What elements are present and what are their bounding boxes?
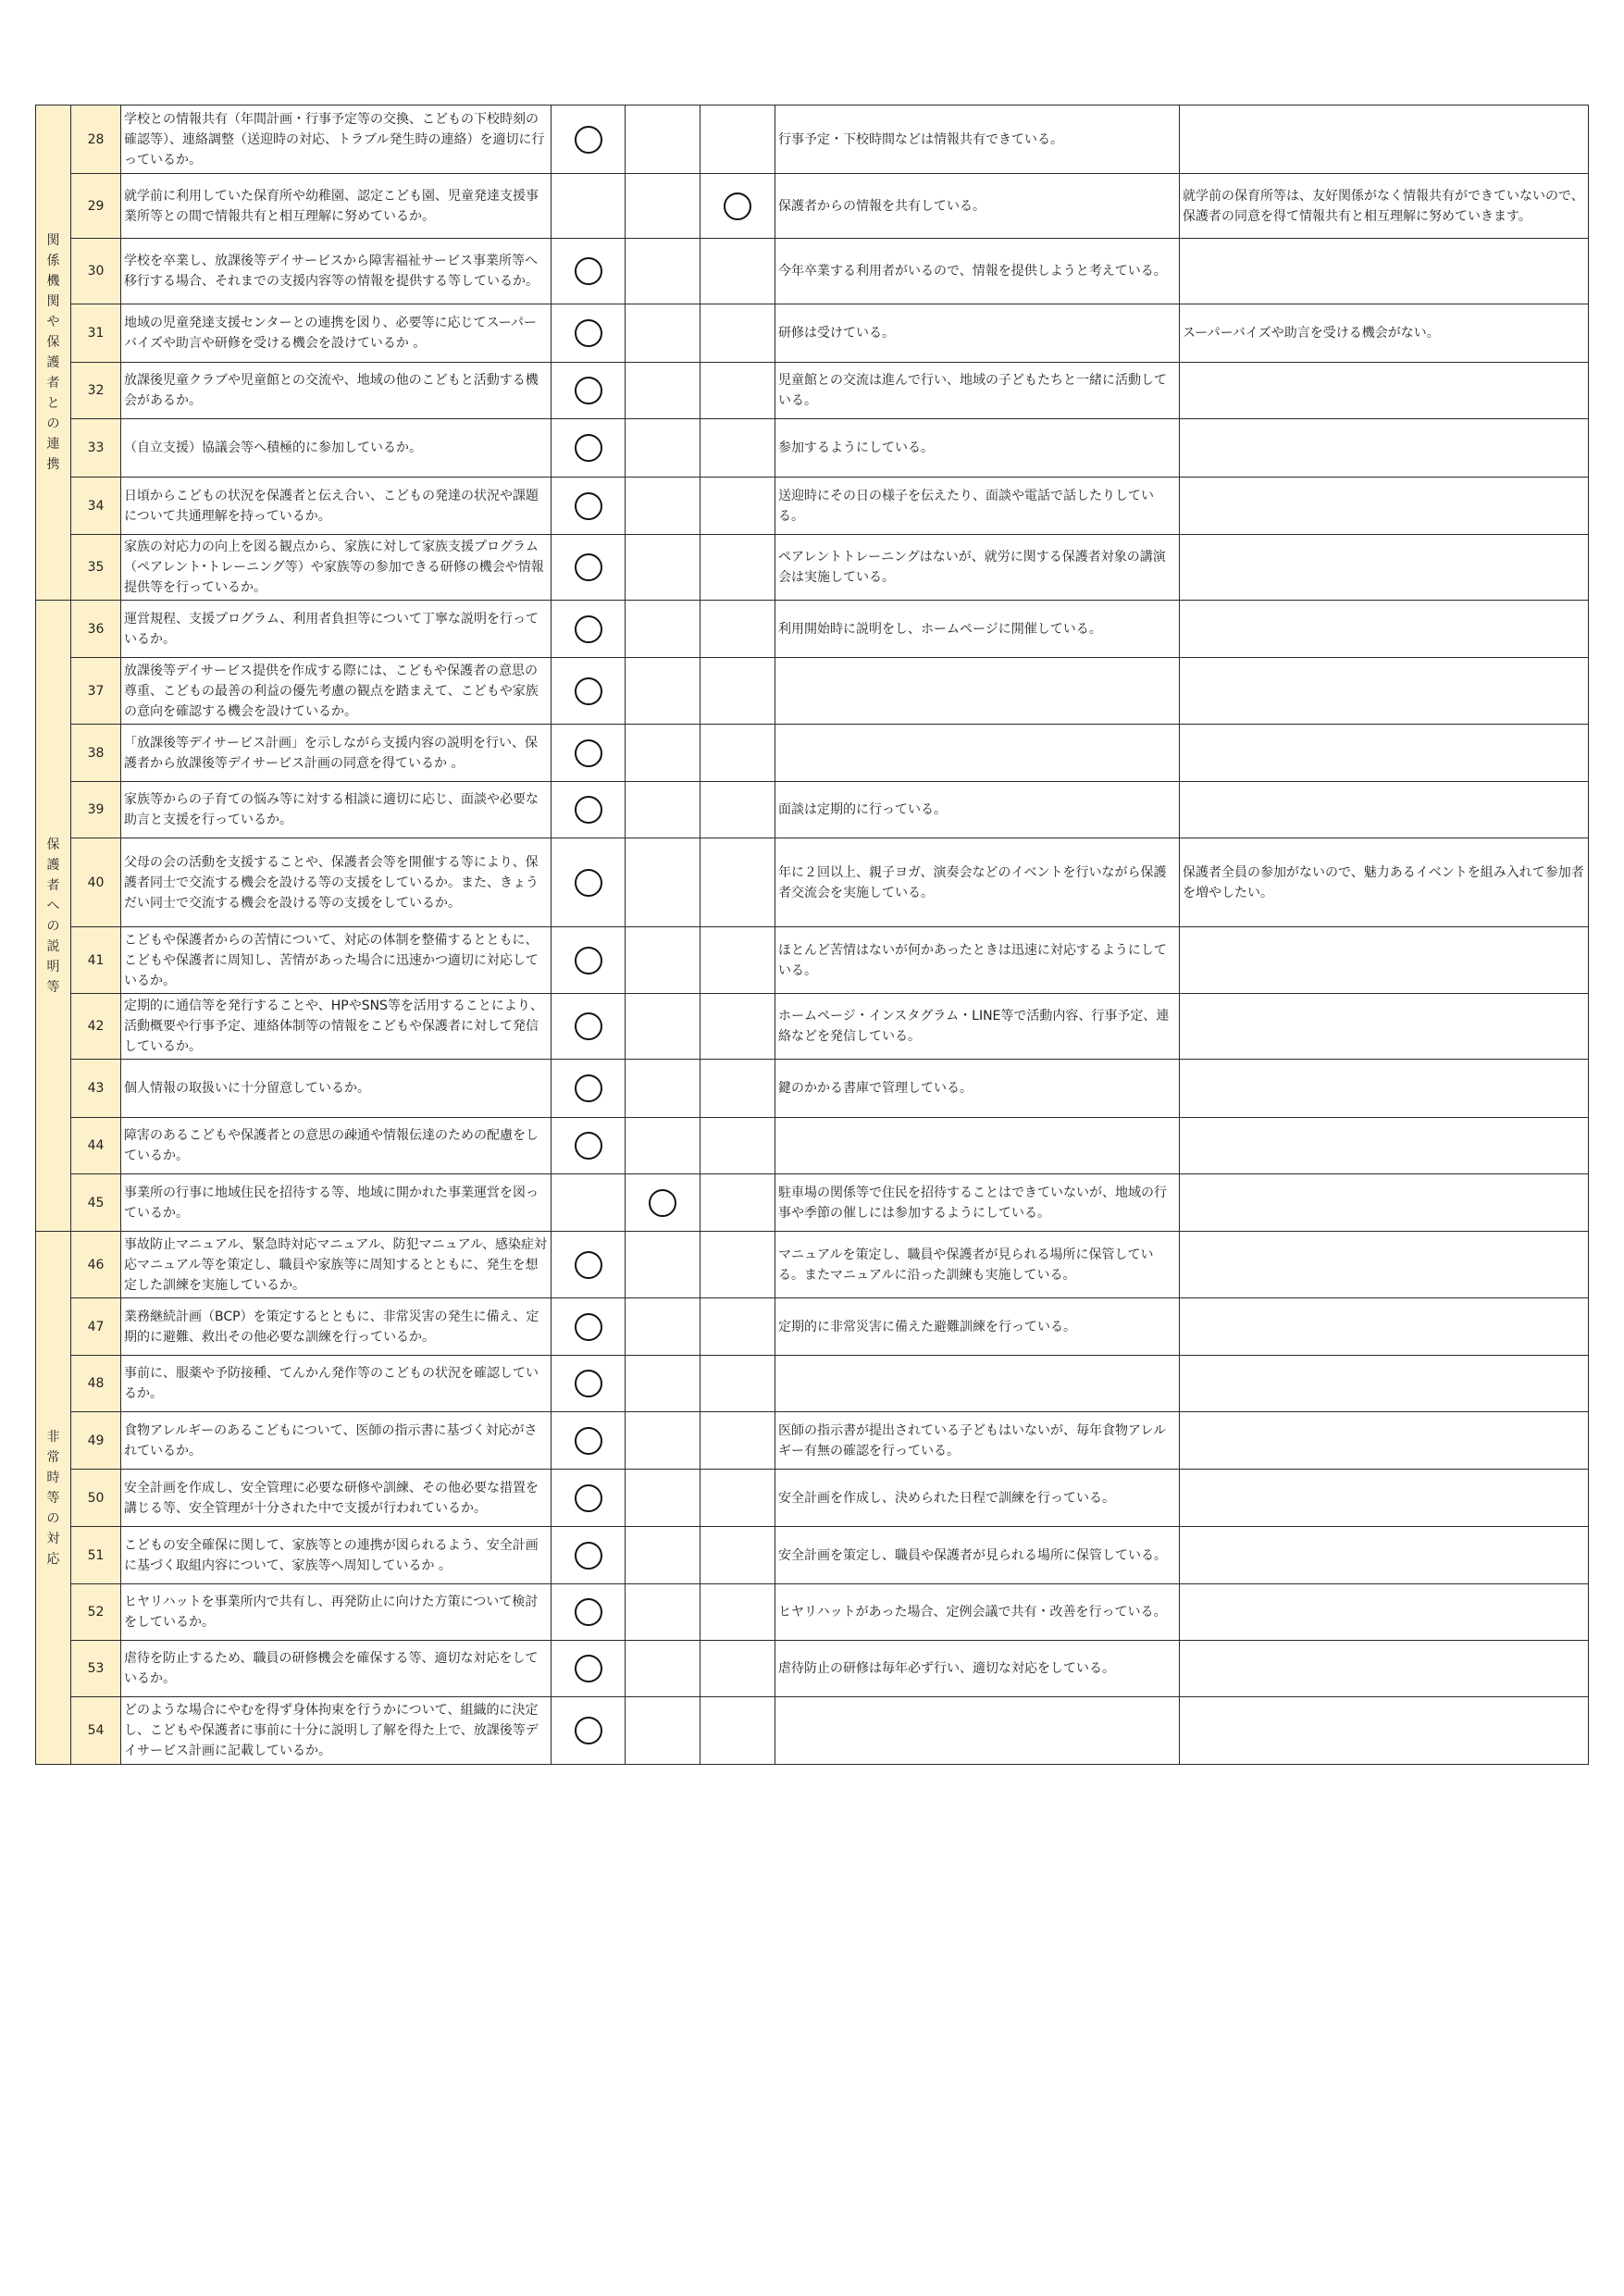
improvement-comment: [1180, 478, 1589, 535]
table-row: [36, 1470, 1589, 1527]
answer-cell-1: [552, 838, 626, 927]
table-row: [36, 1697, 1589, 1765]
question-text: 家族の対応力の向上を図る観点から、家族に対して家族支援プログラム（ペアレント･トレーニング等）や家族等の参加できる研修の機会や情報提供等を行っているか。: [121, 535, 552, 601]
table-row: [36, 478, 1589, 535]
answer-cell-1: [552, 725, 626, 782]
item-number: 47: [71, 1298, 121, 1356]
item-number: 34: [71, 478, 121, 535]
answer-cell-3: [700, 304, 775, 363]
item-number: 41: [71, 927, 121, 994]
table-row: [36, 1060, 1589, 1118]
circle-mark-icon: [575, 796, 602, 824]
answer-cell-1: [552, 601, 626, 658]
table-row: [36, 535, 1589, 601]
circle-mark-icon: [575, 434, 602, 462]
answer-cell-2: [626, 304, 700, 363]
question-text: どのような場合にやむを得ず身体拘束を行うかについて、組織的に決定し、こどもや保護者に事前に十分に説明し了解を得た上で、放課後等デイサービス計画に記載しているか。: [121, 1697, 552, 1765]
answer-cell-1: [552, 1174, 626, 1232]
improvement-comment: [1180, 419, 1589, 478]
answer-cell-2: [626, 601, 700, 658]
circle-mark-icon: [575, 739, 602, 767]
question-text: 運営規程、支援プログラム、利用者負担等について丁寧な説明を行っているか。: [121, 601, 552, 658]
table-row: [36, 725, 1589, 782]
answer-cell-1: [552, 105, 626, 174]
question-text: 地域の児童発達支援センターとの連携を図り、必要等に応じてスーパーバイズや助言や研修を受ける機会を設けているか 。: [121, 304, 552, 363]
status-comment: [775, 1118, 1180, 1174]
circle-mark-icon: [575, 553, 602, 581]
improvement-comment: [1180, 105, 1589, 174]
item-number: 38: [71, 725, 121, 782]
circle-mark-icon: [575, 126, 602, 154]
circle-mark-icon: [575, 257, 602, 285]
circle-mark-icon: [575, 869, 602, 897]
answer-cell-1: [552, 1697, 626, 1765]
answer-cell-3: [700, 535, 775, 601]
status-comment: 研修は受けている。: [775, 304, 1180, 363]
answer-cell-1: [552, 1584, 626, 1641]
status-comment: 参加するようにしている。: [775, 419, 1180, 478]
improvement-comment: [1180, 1527, 1589, 1584]
table-row: [36, 105, 1589, 174]
improvement-comment: [1180, 782, 1589, 838]
answer-cell-2: [626, 1527, 700, 1584]
answer-cell-2: [626, 1174, 700, 1232]
question-text: 個人情報の取扱いに十分留意しているか。: [121, 1060, 552, 1118]
improvement-comment: 就学前の保育所等は、友好関係がなく情報共有ができていないので、保護者の同意を得て情報共有と相互理解に努めていきます。: [1180, 174, 1589, 239]
answer-cell-1: [552, 1356, 626, 1412]
item-number: 45: [71, 1174, 121, 1232]
question-text: 事故防止マニュアル、緊急時対応マニュアル、防犯マニュアル、感染症対応マニュアル等を策定し、職員や家族等に周知するとともに、発生を想定した訓練を実施しているか。: [121, 1232, 552, 1298]
status-comment: [775, 1356, 1180, 1412]
answer-cell-1: [552, 304, 626, 363]
answer-cell-1: [552, 1412, 626, 1470]
answer-cell-2: [626, 1697, 700, 1765]
answer-cell-1: [552, 994, 626, 1060]
improvement-comment: [1180, 239, 1589, 304]
status-comment: 虐待防止の研修は毎年必ず行い、適切な対応をしている。: [775, 1641, 1180, 1697]
answer-cell-3: [700, 1412, 775, 1470]
improvement-comment: [1180, 1356, 1589, 1412]
answer-cell-3: [700, 105, 775, 174]
item-number: 46: [71, 1232, 121, 1298]
status-comment: ほとんど苦情はないが何かあったときは迅速に対応するようにしている。: [775, 927, 1180, 994]
table-row: [36, 1232, 1589, 1298]
improvement-comment: [1180, 1174, 1589, 1232]
evaluation-table: [35, 105, 1589, 1765]
circle-mark-icon: [575, 492, 602, 520]
circle-mark-icon: [575, 947, 602, 974]
item-number: 43: [71, 1060, 121, 1118]
answer-cell-3: [700, 1641, 775, 1697]
question-text: 定期的に通信等を発行することや、HPやSNS等を活用することにより、活動概要や行事予定、連絡体制等の情報をこどもや保護者に対して発信しているか。: [121, 994, 552, 1060]
item-number: 44: [71, 1118, 121, 1174]
question-text: 食物アレルギーのあるこどもについて、医師の指示書に基づく対応がされているか。: [121, 1412, 552, 1470]
answer-cell-3: [700, 1232, 775, 1298]
table-row: [36, 601, 1589, 658]
answer-cell-1: [552, 419, 626, 478]
answer-cell-2: [626, 658, 700, 725]
status-comment: 定期的に非常災害に備えた避難訓練を行っている。: [775, 1298, 1180, 1356]
question-text: （自立支援）協議会等へ積極的に参加しているか。: [121, 419, 552, 478]
circle-mark-icon: [724, 192, 751, 220]
status-comment: [775, 1697, 1180, 1765]
item-number: 35: [71, 535, 121, 601]
status-comment: 年に２回以上、親子ヨガ、演奏会などのイベントを行いながら保護者交流会を実施している。: [775, 838, 1180, 927]
improvement-comment: [1180, 601, 1589, 658]
answer-cell-1: [552, 363, 626, 419]
answer-cell-2: [626, 1298, 700, 1356]
improvement-comment: [1180, 1584, 1589, 1641]
answer-cell-3: [700, 1060, 775, 1118]
item-number: 29: [71, 174, 121, 239]
table-row: [36, 1527, 1589, 1584]
table-row: [36, 419, 1589, 478]
improvement-comment: [1180, 535, 1589, 601]
circle-mark-icon: [575, 1484, 602, 1512]
answer-cell-3: [700, 1174, 775, 1232]
circle-mark-icon: [575, 1370, 602, 1397]
question-text: 安全計画を作成し、安全管理に必要な研修や訓練、その他必要な措置を講じる等、安全管理が十分された中で支援が行われているか。: [121, 1470, 552, 1527]
circle-mark-icon: [575, 1598, 602, 1626]
answer-cell-1: [552, 239, 626, 304]
status-comment: 保護者からの情報を共有している。: [775, 174, 1180, 239]
table-row: [36, 1118, 1589, 1174]
status-comment: 安全計画を策定し、職員や保護者が見られる場所に保管している。: [775, 1527, 1180, 1584]
table-row: [36, 1641, 1589, 1697]
category-label: 非 常 時 等 の 対 応: [36, 1232, 71, 1765]
item-number: 39: [71, 782, 121, 838]
table-row: [36, 994, 1589, 1060]
question-text: 家族等からの子育ての悩み等に対する相談に適切に応じ、面談や必要な助言と支援を行っているか。: [121, 782, 552, 838]
status-comment: 面談は定期的に行っている。: [775, 782, 1180, 838]
item-number: 30: [71, 239, 121, 304]
answer-cell-2: [626, 363, 700, 419]
question-text: 業務継続計画（BCP）を策定するとともに、非常災害の発生に備え、定期的に避難、救出その他必要な訓練を行っているか。: [121, 1298, 552, 1356]
improvement-comment: [1180, 1641, 1589, 1697]
answer-cell-3: [700, 1298, 775, 1356]
item-number: 51: [71, 1527, 121, 1584]
improvement-comment: [1180, 658, 1589, 725]
answer-cell-1: [552, 1470, 626, 1527]
table-row: [36, 782, 1589, 838]
answer-cell-2: [626, 419, 700, 478]
answer-cell-3: [700, 725, 775, 782]
item-number: 50: [71, 1470, 121, 1527]
answer-cell-2: [626, 105, 700, 174]
status-comment: [775, 725, 1180, 782]
answer-cell-1: [552, 658, 626, 725]
answer-cell-3: [700, 601, 775, 658]
category-label: 関 係 機 関 や 保 護 者 と の 連 携: [36, 105, 71, 601]
answer-cell-1: [552, 1527, 626, 1584]
status-comment: 児童館との交流は進んで行い、地域の子どもたちと一緒に活動している。: [775, 363, 1180, 419]
answer-cell-1: [552, 927, 626, 994]
question-text: 障害のあるこどもや保護者との意思の疎通や情報伝達のための配慮をしているか。: [121, 1118, 552, 1174]
answer-cell-2: [626, 1232, 700, 1298]
item-number: 33: [71, 419, 121, 478]
answer-cell-1: [552, 1641, 626, 1697]
table-row: [36, 363, 1589, 419]
answer-cell-2: [626, 535, 700, 601]
answer-cell-2: [626, 1412, 700, 1470]
item-number: 52: [71, 1584, 121, 1641]
status-comment: ヒヤリハットがあった場合、定例会議で共有・改善を行っている。: [775, 1584, 1180, 1641]
question-text: こどもの安全確保に関して、家族等との連携が図られるよう、安全計画に基づく取組内容について、家族等へ周知しているか 。: [121, 1527, 552, 1584]
answer-cell-3: [700, 1470, 775, 1527]
status-comment: [775, 658, 1180, 725]
question-text: 「放課後等デイサービス計画」を示しながら支援内容の説明を行い、保護者から放課後等デイサービス計画の同意を得ているか 。: [121, 725, 552, 782]
answer-cell-3: [700, 1527, 775, 1584]
answer-cell-2: [626, 725, 700, 782]
answer-cell-3: [700, 994, 775, 1060]
improvement-comment: [1180, 1697, 1589, 1765]
question-text: 学校を卒業し、放課後等デイサービスから障害福祉サービス事業所等へ移行する場合、それまでの支援内容等の情報を提供する等しているか。: [121, 239, 552, 304]
status-comment: 医師の指示書が提出されている子どもはいないが、毎年食物アレルギー有無の確認を行っている。: [775, 1412, 1180, 1470]
improvement-comment: [1180, 1412, 1589, 1470]
improvement-comment: [1180, 1060, 1589, 1118]
question-text: こどもや保護者からの苦情について、対応の体制を整備するとともに、こどもや保護者に周知し、苦情があった場合に迅速かつ適切に対応しているか。: [121, 927, 552, 994]
improvement-comment: [1180, 994, 1589, 1060]
status-comment: 行事予定・下校時間などは情報共有できている。: [775, 105, 1180, 174]
item-number: 42: [71, 994, 121, 1060]
improvement-comment: スーパーバイズや助言を受ける機会がない。: [1180, 304, 1589, 363]
answer-cell-3: [700, 419, 775, 478]
answer-cell-1: [552, 1232, 626, 1298]
improvement-comment: [1180, 927, 1589, 994]
circle-mark-icon: [575, 677, 602, 705]
item-number: 53: [71, 1641, 121, 1697]
item-number: 28: [71, 105, 121, 174]
answer-cell-2: [626, 1584, 700, 1641]
answer-cell-3: [700, 1697, 775, 1765]
answer-cell-3: [700, 239, 775, 304]
item-number: 40: [71, 838, 121, 927]
circle-mark-icon: [575, 1655, 602, 1682]
answer-cell-3: [700, 1118, 775, 1174]
circle-mark-icon: [575, 1427, 602, 1455]
table-row: [36, 1584, 1589, 1641]
circle-mark-icon: [575, 1132, 602, 1160]
circle-mark-icon: [575, 319, 602, 347]
circle-mark-icon: [575, 377, 602, 404]
answer-cell-2: [626, 239, 700, 304]
table-row: [36, 1298, 1589, 1356]
table-row: [36, 1356, 1589, 1412]
status-comment: 今年卒業する利用者がいるので、情報を提供しようと考えている。: [775, 239, 1180, 304]
answer-cell-3: [700, 658, 775, 725]
improvement-comment: [1180, 1118, 1589, 1174]
answer-cell-3: [700, 174, 775, 239]
answer-cell-1: [552, 535, 626, 601]
answer-cell-1: [552, 1298, 626, 1356]
table-row: [36, 927, 1589, 994]
answer-cell-2: [626, 838, 700, 927]
evaluation-table-body: [36, 105, 1589, 1765]
answer-cell-3: [700, 1356, 775, 1412]
status-comment: 駐車場の関係等で住民を招待することはできていないが、地域の行事や季節の催しには参加するようにしている。: [775, 1174, 1180, 1232]
question-text: 事業所の行事に地域住民を招待する等、地域に開かれた事業運営を図っているか。: [121, 1174, 552, 1232]
circle-mark-icon: [575, 1251, 602, 1279]
table-row: [36, 1174, 1589, 1232]
question-text: 虐待を防止するため、職員の研修機会を確保する等、適切な対応をしているか。: [121, 1641, 552, 1697]
circle-mark-icon: [575, 1074, 602, 1102]
answer-cell-3: [700, 478, 775, 535]
question-text: 放課後児童クラブや児童館との交流や、地域の他のこどもと活動する機会があるか。: [121, 363, 552, 419]
status-comment: 鍵のかかる書庫で管理している。: [775, 1060, 1180, 1118]
question-text: 事前に、服薬や予防接種、てんかん発作等のこどもの状況を確認しているか。: [121, 1356, 552, 1412]
table-row: [36, 239, 1589, 304]
answer-cell-2: [626, 478, 700, 535]
status-comment: ペアレントトレーニングはないが、就労に関する保護者対象の講演会は実施している。: [775, 535, 1180, 601]
circle-mark-icon: [575, 1012, 602, 1040]
answer-cell-2: [626, 782, 700, 838]
question-text: 父母の会の活動を支援することや、保護者会等を開催する等により、保護者同士で交流する機会を設ける等の支援をしているか。また、きょうだい同士で交流する機会を設ける等の支援をしているか。: [121, 838, 552, 927]
status-comment: 利用開始時に説明をし、ホームページに開催している。: [775, 601, 1180, 658]
question-text: 学校との情報共有（年間計画・行事予定等の交換、こどもの下校時刻の確認等）、連絡調整（送迎時の対応、トラブル発生時の連絡）を適切に行っているか。: [121, 105, 552, 174]
improvement-comment: [1180, 363, 1589, 419]
item-number: 36: [71, 601, 121, 658]
status-comment: 送迎時にその日の様子を伝えたり、面談や電話で話したりしている。: [775, 478, 1180, 535]
improvement-comment: 保護者全員の参加がないので、魅力あるイベントを組み入れて参加者を増やしたい。: [1180, 838, 1589, 927]
status-comment: ホームページ・インスタグラム・LINE等で活動内容、行事予定、連絡などを発信している。: [775, 994, 1180, 1060]
answer-cell-2: [626, 1118, 700, 1174]
table-row: [36, 838, 1589, 927]
answer-cell-3: [700, 1584, 775, 1641]
answer-cell-1: [552, 1118, 626, 1174]
item-number: 37: [71, 658, 121, 725]
answer-cell-2: [626, 174, 700, 239]
answer-cell-3: [700, 838, 775, 927]
status-comment: マニュアルを策定し、職員や保護者が見られる場所に保管している。またマニュアルに沿った訓練も実施している。: [775, 1232, 1180, 1298]
answer-cell-3: [700, 927, 775, 994]
table-row: [36, 1412, 1589, 1470]
improvement-comment: [1180, 1298, 1589, 1356]
table-row: [36, 304, 1589, 363]
item-number: 54: [71, 1697, 121, 1765]
table-row: [36, 658, 1589, 725]
item-number: 32: [71, 363, 121, 419]
circle-mark-icon: [575, 1313, 602, 1341]
answer-cell-2: [626, 1060, 700, 1118]
answer-cell-2: [626, 1641, 700, 1697]
table-row: [36, 174, 1589, 239]
improvement-comment: [1180, 1232, 1589, 1298]
question-text: 放課後等デイサービス提供を作成する際には、こどもや保護者の意思の尊重、こどもの最善の利益の優先考慮の観点を踏まえて、こどもや家族の意向を確認する機会を設けているか。: [121, 658, 552, 725]
status-comment: 安全計画を作成し、決められた日程で訓練を行っている。: [775, 1470, 1180, 1527]
answer-cell-2: [626, 1470, 700, 1527]
item-number: 31: [71, 304, 121, 363]
answer-cell-1: [552, 174, 626, 239]
circle-mark-icon: [575, 615, 602, 643]
answer-cell-2: [626, 1356, 700, 1412]
answer-cell-3: [700, 782, 775, 838]
improvement-comment: [1180, 1470, 1589, 1527]
question-text: 就学前に利用していた保育所や幼稚園、認定こども園、児童発達支援事業所等との間で情報共有と相互理解に努めているか。: [121, 174, 552, 239]
answer-cell-1: [552, 782, 626, 838]
answer-cell-1: [552, 1060, 626, 1118]
answer-cell-2: [626, 994, 700, 1060]
item-number: 48: [71, 1356, 121, 1412]
answer-cell-1: [552, 478, 626, 535]
answer-cell-3: [700, 363, 775, 419]
circle-mark-icon: [575, 1542, 602, 1570]
circle-mark-icon: [649, 1189, 676, 1217]
item-number: 49: [71, 1412, 121, 1470]
answer-cell-2: [626, 927, 700, 994]
improvement-comment: [1180, 725, 1589, 782]
category-label: 保 護 者 へ の 説 明 等: [36, 601, 71, 1232]
question-text: ヒヤリハットを事業所内で共有し、再発防止に向けた方策について検討をしているか。: [121, 1584, 552, 1641]
circle-mark-icon: [575, 1717, 602, 1744]
question-text: 日頃からこどもの状況を保護者と伝え合い、こどもの発達の状況や課題について共通理解を持っているか。: [121, 478, 552, 535]
